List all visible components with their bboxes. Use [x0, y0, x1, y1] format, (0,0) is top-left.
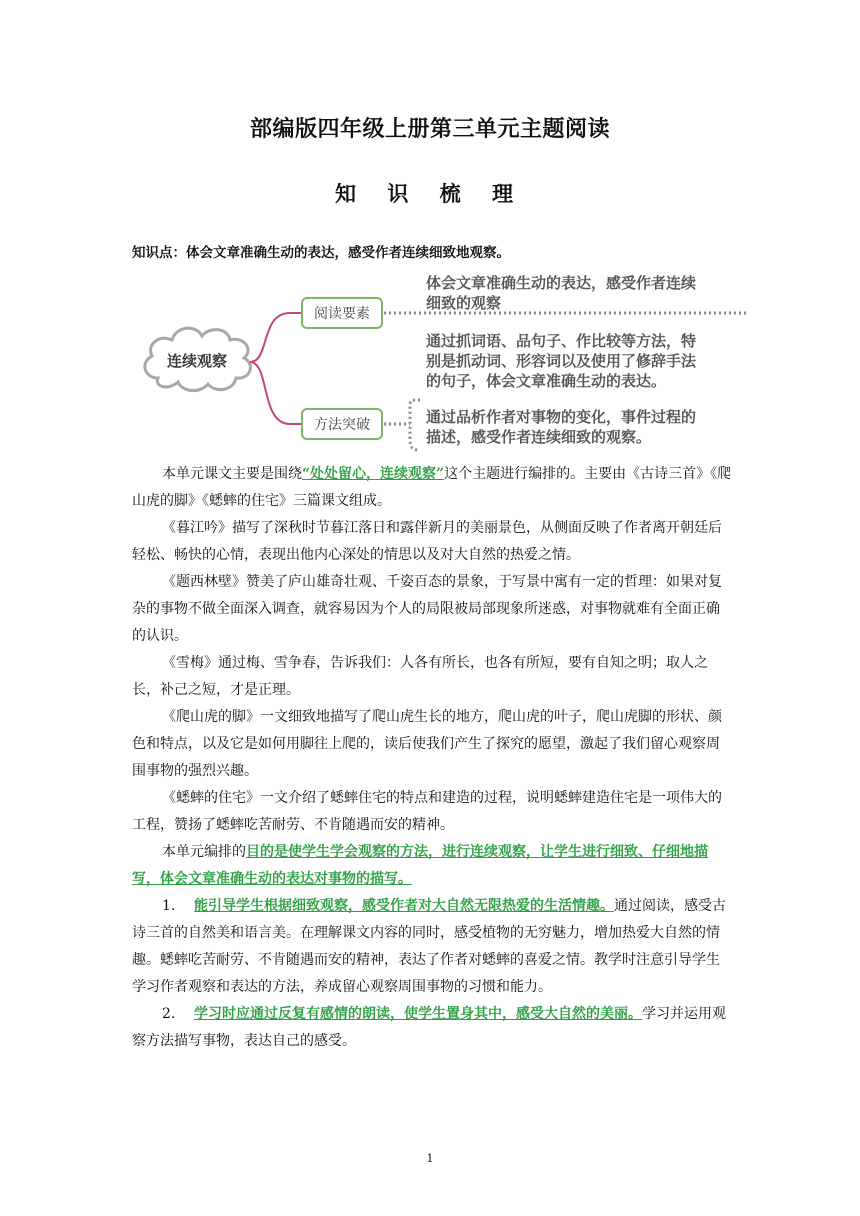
paragraph: 《蟋蟀的住宅》一文介绍了蟋蟀住宅的特点和建造的过程，说明蟋蟀建造住宅是一项伟大的工程，赞扬了蟋蟀吃苦耐劳、不肯随遇而安的精神。 [132, 790, 722, 833]
reading-desc-line2: 细致的观察 [426, 294, 502, 312]
page-number: 1 [426, 1152, 434, 1165]
branch-label-method: 方法突破 [314, 417, 370, 433]
highlight-text: “处处留心，连续观察” [302, 466, 445, 482]
list-number: 2. [162, 1006, 176, 1022]
method-desc-line3: 的句子，体会文章准确生动的表达。 [426, 372, 667, 390]
paragraph [132, 839, 732, 893]
highlight-text: 目的是使学生学会观察的方法，进行连续观察，让学生进行细致、仔细地描写，体会文章准确生动的表达对事物的描写。 [132, 844, 708, 887]
paragraph-text: 这个主题进行编排的。主要由《古诗三首》《爬山虎的脚》《蟋蟀的住宅》三篇课文组成。 [132, 466, 732, 509]
paragraph: 《暮江吟》描写了深秋时节暮江落日和露伴新月的美丽景色，从侧面反映了作者离开朝廷后轻松、畅快的心情，表现出他内心深处的情思以及对大自然的热爱之情。 [132, 520, 722, 563]
list-item [132, 1001, 732, 1055]
connector-line-bottom [250, 362, 302, 424]
paragraph [132, 461, 732, 515]
body-text [132, 461, 732, 1055]
diagram-center-label: 连续观察 [166, 352, 228, 370]
paragraph: 《雪梅》通过梅、雪争春，告诉我们：人各有所长，也各有所短，要有自知之明；取人之长，补己之短，才是正理。 [132, 655, 708, 698]
method-desc2-line2: 描述，感受作者连续细致的观察。 [426, 428, 652, 446]
section-title: 知 识 梳 理 [335, 182, 525, 206]
method-desc-line1: 通过抓词语、品句子、作比较等方法，特 [426, 332, 697, 350]
method-desc2-line1: 通过品析作者对事物的变化，事件过程的 [426, 408, 697, 426]
paragraph: 《爬山虎的脚》一文细致地描写了爬山虎生长的地方，爬山虎的叶子，爬山虎脚的形状、颜色和特点，以及它是如何用脚往上爬的，读后使我们产生了探究的愿望，激起了我们留心观察周围事物的强烈兴趣。 [132, 709, 722, 779]
paragraph-text: 通过阅读，感受古诗三首的自然美和语言美。在理解课文内容的同时，感受植物的无穷魅力，增加热爱大自然的情趣。蟋蟀吃苦耐劳、不肯随遇而安的精神，表达了作者对蟋蟀的喜爱之情。教学时注意引导学生学习作者观察和表达的方法，养成留心观察周围事物的习惯和能力。 [132, 898, 726, 995]
method-desc-line2: 别是抓动词、形容词以及使用了修辞手法 [426, 352, 697, 370]
paragraph-text: 本单元课文主要是围绕 [162, 466, 302, 482]
knowledge-point: 知识点：体会文章准确生动的表达，感受作者连续细致地观察。 [132, 245, 510, 261]
list-number: 1. [162, 898, 176, 914]
mind-map-diagram [130, 266, 750, 456]
paragraph: 《题西林壁》赞美了庐山雄奇壮观、千姿百态的景象，于写景中寓有一定的哲理：如果对复杂的事物不做全面深入调查，就容易因为个人的局限被局部现象所迷惑，对事物就难有全面正确的认识。 [132, 574, 722, 644]
paragraph-text: 学习并运用观察方法描写事物，表达自己的感受。 [132, 1006, 726, 1049]
list-item [132, 893, 732, 1001]
paragraph-text: 本单元编排的 [162, 844, 246, 860]
highlight-text: 学习时应通过反复有感情的朗读，使学生置身其中，感受大自然的美丽。 [194, 1006, 642, 1022]
connector-line-top [250, 313, 302, 362]
reading-desc-line1: 体会文章准确生动的表达，感受作者连续 [426, 274, 697, 292]
document-title: 部编版四年级上册第三单元主题阅读 [249, 117, 610, 142]
dotted-bracket [410, 400, 420, 450]
highlight-text: 能引导学生根据细致观察，感受作者对大自然无限热爱的生活情趣。 [194, 898, 614, 914]
branch-label-reading: 阅读要素 [314, 306, 370, 322]
